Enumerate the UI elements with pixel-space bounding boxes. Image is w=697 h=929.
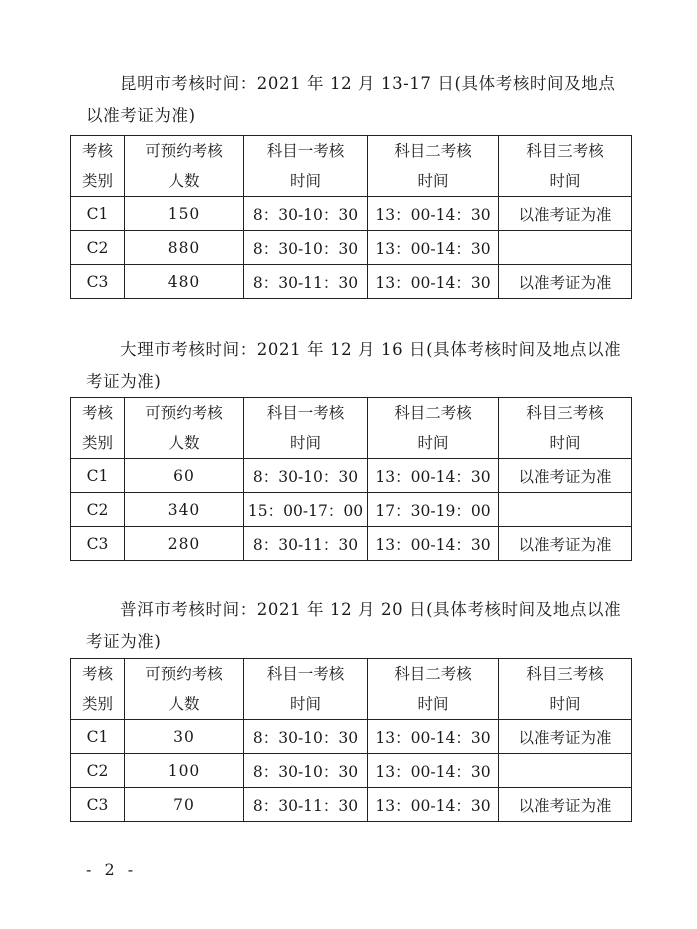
header-capacity: 可预约考核 人数 (125, 398, 244, 459)
cell-category: C1 (71, 720, 125, 754)
cell-capacity: 150 (125, 197, 244, 231)
cell-subject1: 8：30-10：30 (244, 459, 368, 493)
cell-subject3: 以准考证为准 (499, 265, 632, 299)
cell-category: C1 (71, 197, 125, 231)
table-row (71, 231, 632, 265)
section-heading: 普洱市考核时间：2021 年 12 月 20 日(具体考核时间及地点以准考证为准) (86, 600, 622, 651)
cell-capacity: 340 (125, 493, 244, 527)
schedule-table (70, 135, 632, 299)
cell-subject1: 8：30-11：30 (244, 527, 368, 561)
table-row (71, 459, 632, 493)
table-row (71, 265, 632, 299)
cell-subject1: 8：30-11：30 (244, 788, 368, 822)
header-subject3: 科目三考核 时间 (499, 136, 632, 197)
cell-subject1: 8：30-10：30 (244, 720, 368, 754)
table-header-row (71, 136, 632, 197)
cell-category: C2 (71, 754, 125, 788)
table-header-row (71, 398, 632, 459)
table-row (71, 197, 632, 231)
cell-subject1: 8：30-10：30 (244, 197, 368, 231)
header-category: 考核 类别 (71, 659, 125, 720)
cell-subject3 (499, 231, 632, 265)
cell-subject2: 13：00-14：30 (368, 527, 499, 561)
cell-category: C3 (71, 527, 125, 561)
cell-subject3: 以准考证为准 (499, 720, 632, 754)
table-header-row (71, 659, 632, 720)
header-category: 考核 类别 (71, 398, 125, 459)
cell-subject3 (499, 754, 632, 788)
cell-subject3: 以准考证为准 (499, 527, 632, 561)
table-row (71, 754, 632, 788)
table-row (71, 493, 632, 527)
cell-subject2: 13：00-14：30 (368, 197, 499, 231)
header-capacity: 可预约考核 人数 (125, 136, 244, 197)
cell-subject3: 以准考证为准 (499, 197, 632, 231)
cell-subject1: 8：30-11：30 (244, 265, 368, 299)
header-subject2: 科目二考核 时间 (368, 136, 499, 197)
cell-capacity: 480 (125, 265, 244, 299)
header-subject2: 科目二考核 时间 (368, 398, 499, 459)
header-subject1: 科目一考核 时间 (244, 659, 368, 720)
header-capacity: 可预约考核 人数 (125, 659, 244, 720)
section-heading: 大理市考核时间：2021 年 12 月 16 日(具体考核时间及地点以准考证为准) (86, 340, 622, 391)
cell-subject3 (499, 493, 632, 527)
cell-subject1: 8：30-10：30 (244, 231, 368, 265)
cell-category: C1 (71, 459, 125, 493)
cell-subject2: 13：00-14：30 (368, 754, 499, 788)
cell-capacity: 880 (125, 231, 244, 265)
cell-capacity: 30 (125, 720, 244, 754)
cell-subject3: 以准考证为准 (499, 459, 632, 493)
cell-capacity: 280 (125, 527, 244, 561)
header-subject1: 科目一考核 时间 (244, 398, 368, 459)
header-subject3: 科目三考核 时间 (499, 659, 632, 720)
header-category: 考核 类别 (71, 136, 125, 197)
schedule-table (70, 397, 632, 561)
header-subject1: 科目一考核 时间 (244, 136, 368, 197)
page-number: - 2 - (86, 860, 138, 879)
cell-capacity: 60 (125, 459, 244, 493)
cell-category: C2 (71, 231, 125, 265)
cell-subject2: 13：00-14：30 (368, 720, 499, 754)
cell-category: C3 (71, 265, 125, 299)
cell-subject2: 13：00-14：30 (368, 788, 499, 822)
schedule-table (70, 658, 632, 822)
header-subject2: 科目二考核 时间 (368, 659, 499, 720)
cell-subject2: 13：00-14：30 (368, 265, 499, 299)
header-subject3: 科目三考核 时间 (499, 398, 632, 459)
cell-capacity: 70 (125, 788, 244, 822)
cell-subject2: 13：00-14：30 (368, 459, 499, 493)
cell-category: C3 (71, 788, 125, 822)
table-row (71, 720, 632, 754)
cell-subject1: 15：00-17：00 (244, 493, 368, 527)
cell-subject2: 17：30-19：00 (368, 493, 499, 527)
table-row (71, 527, 632, 561)
cell-subject1: 8：30-10：30 (244, 754, 368, 788)
section-heading: 昆明市考核时间：2021 年 12 月 13-17 日(具体考核时间及地点以准考证为准) (86, 74, 616, 125)
cell-capacity: 100 (125, 754, 244, 788)
table-row (71, 788, 632, 822)
cell-subject3: 以准考证为准 (499, 788, 632, 822)
cell-category: C2 (71, 493, 125, 527)
cell-subject2: 13：00-14：30 (368, 231, 499, 265)
